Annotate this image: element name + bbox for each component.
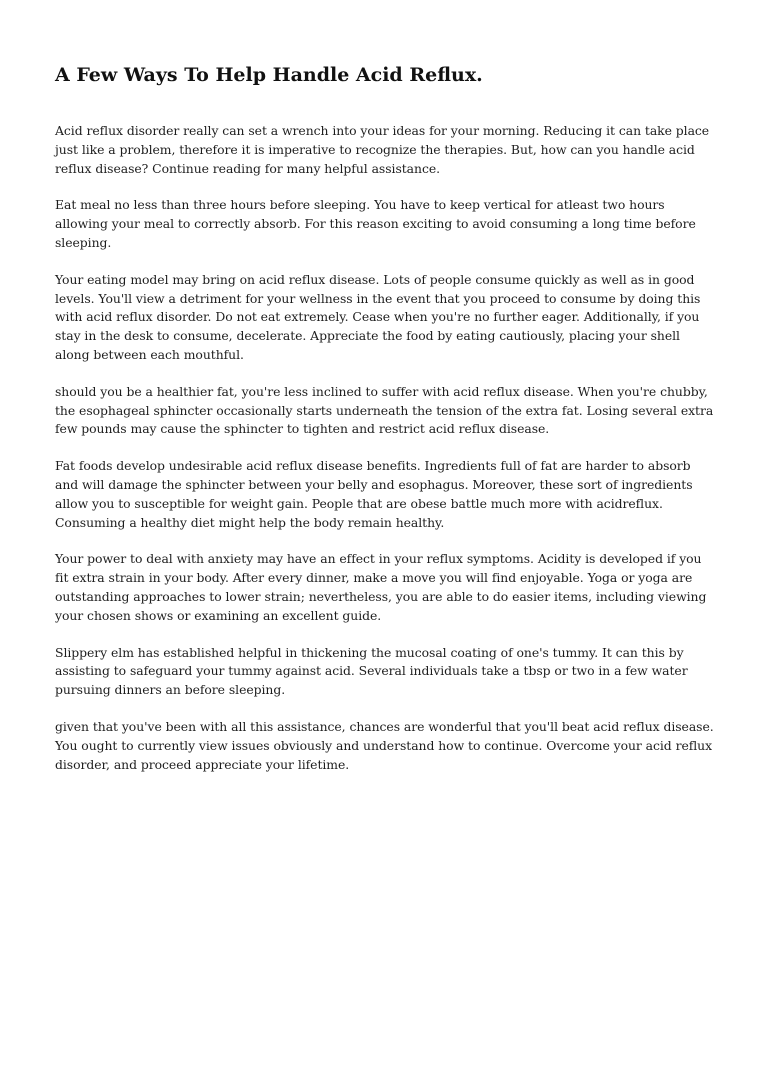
paragraph: Fat foods develop undesirable acid reflux disease benefits. Ingredients full of fat are harder to absorb and will damage the sphincter between your belly and esophagus. Moreover, these sort of ingredients allow you to susceptible for weight gain. People that are obese battle much more with acidreflux. Consuming a healthy diet might help the body remain healthy.: [55, 458, 693, 530]
paragraph: Acid reflux disorder really can set a wrench into your ideas for your morning. Reducing it can take place just like a problem, therefore it is imperative to recognize the therapies. But, how can you handle acid reflux disease? Continue reading for many helpful assistance.: [55, 123, 710, 176]
paragraph: should you be a healthier fat, you're less inclined to suffer with acid reflux disease. When you're chubby, the esophageal sphincter occasionally starts underneath the tension of the extra fat. Losing several extra few pounds may cause the sphincter to tighten and restrict acid reflux disease.: [55, 383, 714, 437]
page-title: A Few Ways To Help Handle Acid Reflux.: [55, 64, 483, 86]
paragraph: Your power to deal with anxiety may have an effect in your reflux symptoms. Acidity is developed if you fit extra strain in your body. After every dinner, make a move you will find enjoyable. Yoga or yoga are outstanding approaches to lower strain; nevertheless, you are able to do easier items, including viewing your chosen shows or examining an excellent guide.: [55, 551, 707, 623]
document-body: [55, 122, 715, 792]
paragraph: given that you've been with all this assistance, chances are wonderful that you'll beat acid reflux disease. You ought to currently view issues obviously and understand how to continue. Overcome your acid reflux disorder, and proceed appreciate your lifetime.: [55, 718, 714, 772]
paragraph: Your eating model may bring on acid reflux disease. Lots of people consume quickly as well as in good levels. You'll view a detriment for your wellness in the event that you proceed to consume by doing this with acid reflux disorder. Do not eat extremely. Cease when you're no further eager. Additionally, if you stay in the desk to consume, decelerate. Appreciate the food by eating cautiously, placing your shell along between each mouthful.: [55, 271, 701, 362]
paragraph: Slippery elm has established helpful in thickening the mucosal coating of one's tummy. It can this by assisting to safeguard your tummy against acid. Several individuals take a tbsp or two in a few water pursuing dinners an before sleeping.: [55, 644, 688, 698]
paragraph: Eat meal no less than three hours before sleeping. You have to keep vertical for atleast two hours allowing your meal to correctly absorb. For this reason exciting to avoid consuming a long time before sleeping.: [55, 197, 696, 250]
